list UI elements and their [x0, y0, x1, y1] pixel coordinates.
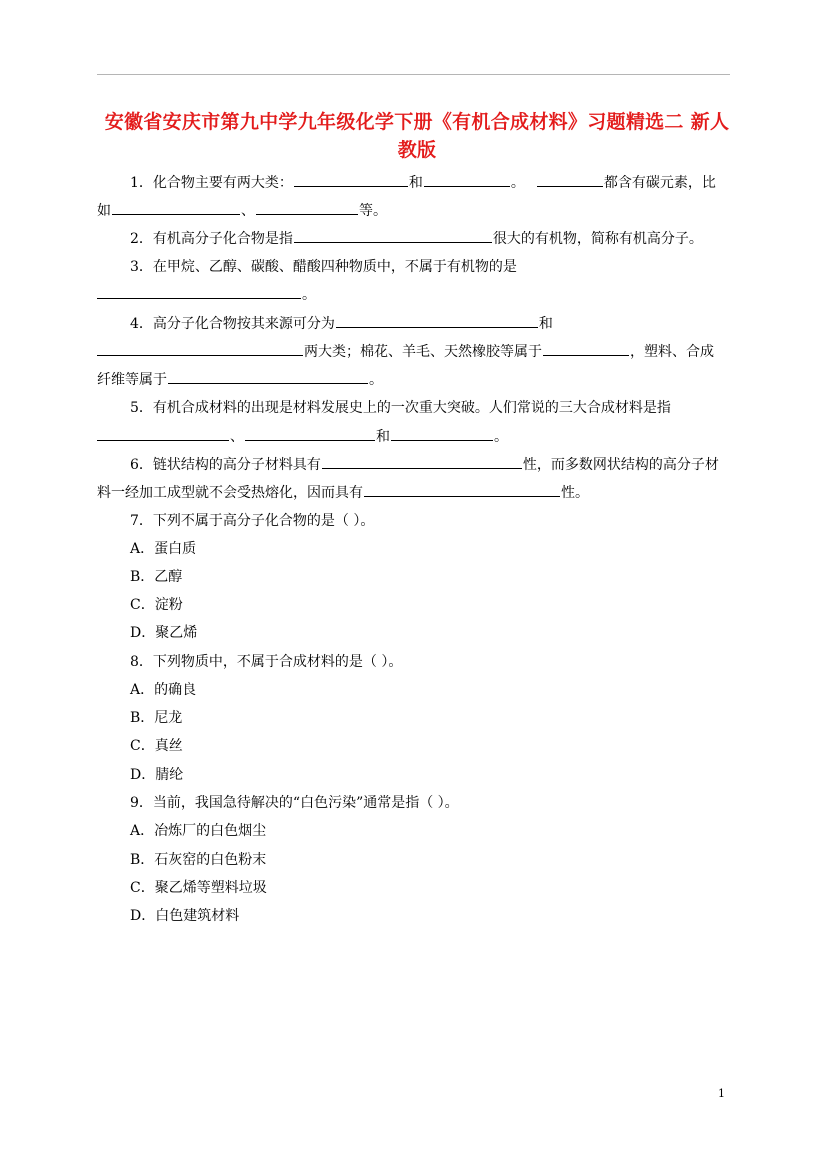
question-4-line-3: 纤维等属于 。 [97, 369, 383, 390]
document-title [97, 108, 737, 164]
question-1-line-1: 1．化合物主要有两大类： 和 。 都含有碳元素，比 [130, 172, 716, 193]
question-5-line-1: 5．有机合成材料的出现是材料发展史上的一次重大突破。人们常说的三大合成材料是指 [130, 400, 671, 416]
question-8-option-d[interactable]: D．腈纶 [130, 767, 184, 783]
question-1-line-2: 如 、 等。 [97, 200, 387, 221]
title-line-1: 安徽省安庆市第九中学九年级化学下册《有机合成材料》习题精选二 新人 [104, 111, 730, 133]
question-9-stem: 9．当前，我国急待解决的“白色污染”通常是指（ ）。 [130, 795, 459, 811]
blank[interactable] [294, 228, 492, 243]
question-9-option-b[interactable]: B．石灰窑的白色粉末 [130, 852, 267, 868]
blank[interactable] [294, 172, 408, 187]
question-7-option-a[interactable]: A．蛋白质 [130, 541, 197, 557]
blank[interactable] [112, 200, 240, 215]
blank[interactable] [97, 341, 303, 356]
question-8-option-b[interactable]: B．尼龙 [130, 710, 183, 726]
question-8-option-a[interactable]: A．的确良 [130, 682, 197, 698]
question-7-stem: 7．下列不属于高分子化合物的是（ ）。 [130, 513, 375, 529]
title-line-2: 教版 [397, 139, 437, 161]
question-7-option-b[interactable]: B．乙醇 [130, 569, 183, 585]
blank[interactable] [256, 200, 358, 215]
question-7-option-d[interactable]: D．聚乙烯 [130, 625, 198, 641]
blank[interactable] [391, 426, 493, 441]
question-3-line-2: 。 [97, 284, 316, 305]
question-6-line-2: 料一经加工成型就不会受热熔化，因而具有 性。 [97, 482, 589, 503]
question-4-line-1: 4．高分子化合物按其来源可分为 和 [130, 313, 553, 334]
question-5-line-2: 、 和 。 [97, 426, 508, 447]
blank[interactable] [424, 172, 510, 187]
question-8-option-c[interactable]: C．真丝 [130, 738, 183, 754]
blank[interactable] [537, 172, 603, 187]
question-6-line-1: 6．链状结构的高分子材料具有 性，而多数网状结构的高分子材 [130, 454, 719, 475]
question-9-option-d[interactable]: D．白色建筑材料 [130, 908, 240, 924]
question-9-option-a[interactable]: A．冶炼厂的白色烟尘 [130, 823, 267, 839]
blank[interactable] [364, 482, 560, 497]
blank[interactable] [97, 284, 301, 299]
blank[interactable] [168, 369, 368, 384]
blank[interactable] [97, 426, 229, 441]
question-3-line-1: 3．在甲烷、乙醇、碳酸、醋酸四种物质中，不属于有机物的是 [130, 259, 517, 275]
header-rule [97, 74, 730, 75]
blank[interactable] [543, 341, 629, 356]
question-9-option-c[interactable]: C．聚乙烯等塑料垃圾 [130, 880, 267, 896]
blank[interactable] [336, 313, 538, 328]
blank[interactable] [245, 426, 375, 441]
page-number: 1 [718, 1087, 725, 1100]
question-4-line-2: 两大类；棉花、羊毛、天然橡胶等属于 ，塑料、合成 [97, 341, 714, 362]
question-8-stem: 8．下列物质中，不属于合成材料的是（ ）。 [130, 654, 403, 670]
blank[interactable] [322, 454, 522, 469]
question-7-option-c[interactable]: C．淀粉 [130, 597, 183, 613]
question-2: 2．有机高分子化合物是指 很大的有机物，简称有机高分子。 [130, 228, 703, 249]
